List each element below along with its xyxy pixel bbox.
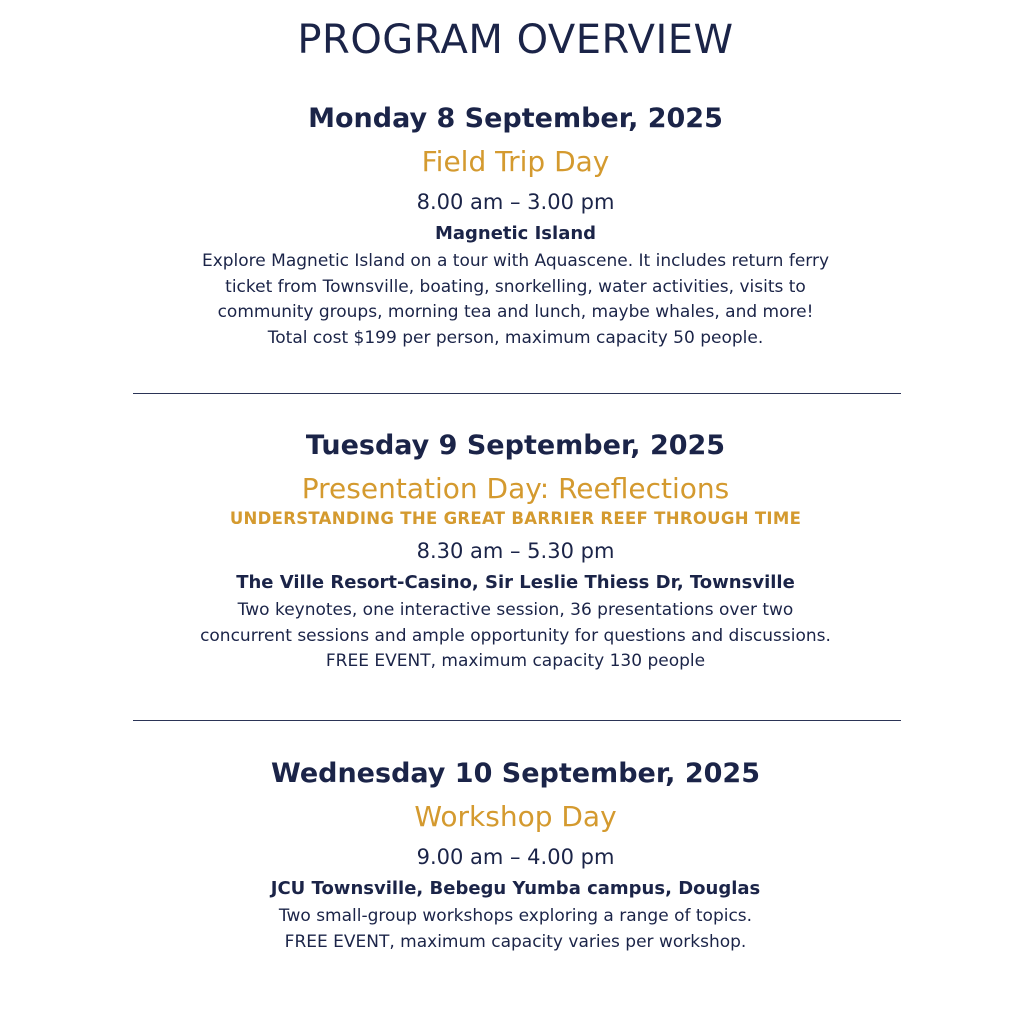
description-line: community groups, morning tea and lunch, maybe whales, and more! bbox=[217, 302, 814, 322]
day-venue: JCU Townsville, Bebegu Yumba campus, Douglas bbox=[270, 878, 761, 899]
day-date: Monday 8 September, 2025 bbox=[308, 103, 723, 134]
day-section-monday bbox=[0, 101, 1031, 351]
description-line: FREE EVENT, maximum capacity varies per workshop. bbox=[284, 931, 747, 952]
day-event-title: Presentation Day: Reeflections bbox=[301, 472, 730, 505]
day-venue: Magnetic Island bbox=[434, 223, 597, 244]
day-date: Tuesday 9 September, 2025 bbox=[305, 430, 726, 461]
day-time: 8.30 am – 5.30 pm bbox=[416, 539, 615, 563]
day-venue: The Ville Resort-Casino, Sir Leslie Thiess Dr, Townsville bbox=[236, 572, 795, 593]
section-divider bbox=[133, 393, 901, 394]
description-line: Two keynotes, one interactive session, 36 presentations over two bbox=[237, 600, 794, 620]
day-event-title: Field Trip Day bbox=[421, 145, 610, 178]
description-line: ticket from Townsville, boating, snorkelling, water activities, visits to bbox=[225, 276, 806, 297]
day-section-tuesday bbox=[0, 428, 1031, 675]
day-description bbox=[0, 598, 1031, 675]
description-line: concurrent sessions and ample opportunity for questions and discussions. bbox=[200, 625, 831, 646]
day-description bbox=[0, 249, 1031, 351]
day-time: 8.00 am – 3.00 pm bbox=[416, 190, 615, 214]
day-description bbox=[0, 904, 1031, 955]
page-title: PROGRAM OVERVIEW bbox=[297, 17, 734, 63]
description-line: Explore Magnetic Island on a tour with Aquascene. It includes return ferry bbox=[201, 251, 830, 271]
day-event-title: Workshop Day bbox=[414, 800, 617, 833]
day-date: Wednesday 10 September, 2025 bbox=[271, 758, 760, 789]
description-line: FREE EVENT, maximum capacity 130 people bbox=[325, 651, 706, 671]
day-event-subtitle: UNDERSTANDING THE GREAT BARRIER REEF THROUGH TIME bbox=[229, 509, 802, 528]
section-divider bbox=[133, 720, 901, 721]
day-section-wednesday bbox=[0, 756, 1031, 955]
description-line: Total cost $199 per person, maximum capacity 50 people. bbox=[267, 327, 764, 348]
description-line: Two small-group workshops exploring a range of topics. bbox=[278, 906, 753, 926]
day-time: 9.00 am – 4.00 pm bbox=[416, 845, 615, 869]
